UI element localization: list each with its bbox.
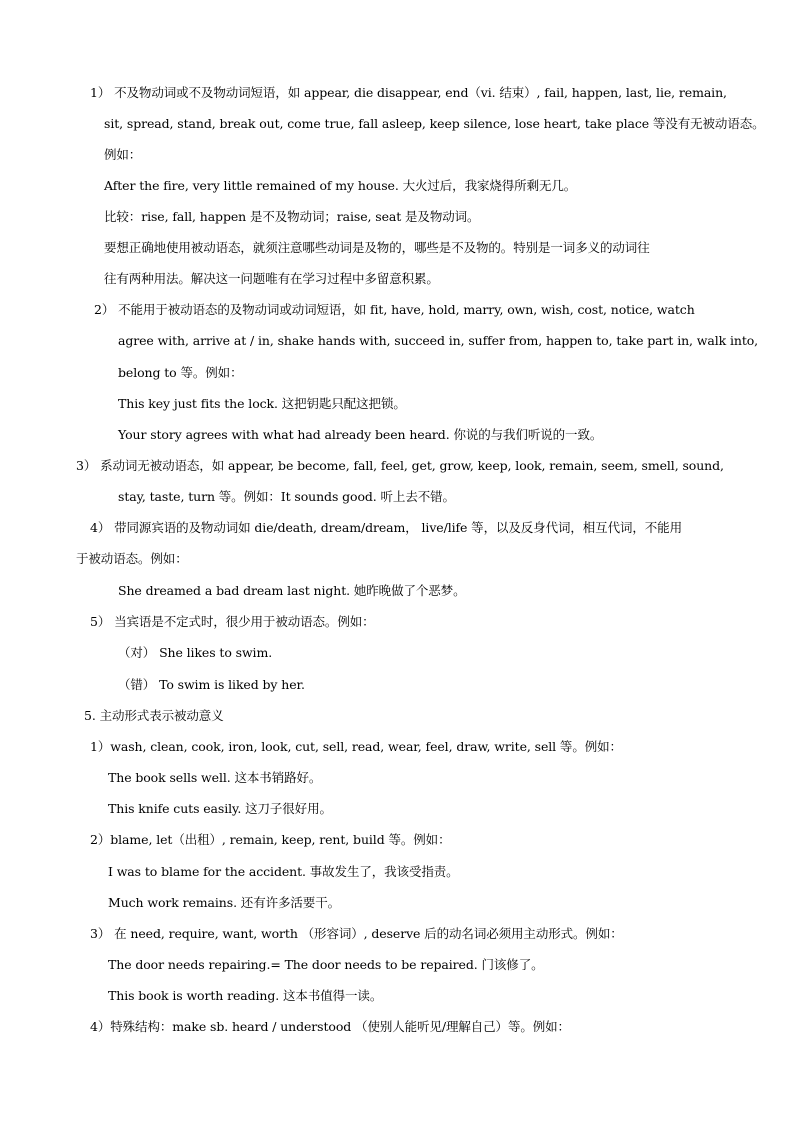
text-line: This key just fits the lock. 这把钥匙只配这把锁。 [118,396,406,411]
text-line: This book is worth reading. 这本书值得一读。 [108,988,383,1003]
text-line: 比较：rise, fall, happen 是不及物动词；raise, seat 是及物动词。 [104,209,480,224]
text-line: The book sells well. 这本书销路好。 [108,770,322,785]
text-line: The door needs repairing.= The door needs to be repaired. 门该修了。 [108,957,544,972]
text-line: （错） To swim is liked by her. [118,677,305,692]
text-line: belong to 等。例如： [118,365,243,380]
text-line: 往有两种用法。解决这一问题唯有在学习过程中多留意积累。 [104,271,439,286]
text-line: Much work remains. 还有许多活要干。 [108,895,341,910]
text-line: 1）wash, clean, cook, iron, look, cut, sell, read, wear, feel, draw, write, sell 等。例如： [90,739,622,754]
text-line: 1） 不及物动词或不及物动词短语，如 appear, die disappear, end（vi. 结束）, fail, happen, last, lie, remain, [90,85,727,100]
text-line: 3） 系动词无被动语态，如 appear, be become, fall, feel, get, grow, keep, look, remain, seem, smell, sound, [76,458,724,473]
text-line: This knife cuts easily. 这刀子很好用。 [108,801,332,816]
text-line: 4） 带同源宾语的及物动词如 die/death, dream/dream， live/life 等，以及反身代词，相互代词，不能用 [90,520,682,535]
text-line: 于被动语态。例如： [76,551,188,566]
text-line: 5） 当宾语是不定式时，很少用于被动语态。例如： [90,614,375,629]
text-line: stay, taste, turn 等。例如：It sounds good. 听上去不错。 [118,489,455,504]
text-line: 要想正确地使用被动语态，就须注意哪些动词是及物的，哪些是不及物的。特别是一词多义的动词往 [104,240,650,255]
text-line: 例如： [104,147,142,162]
text-line: 2）blame, let（出租）, remain, keep, rent, build 等。例如： [90,832,451,847]
text-line: 3） 在 need, require, want, worth （形容词）, deserve 后的动名词必须用主动形式。例如： [90,926,623,941]
text-line: Your story agrees with what had already been heard. 你说的与我们听说的一致。 [118,427,603,442]
text-line: After the fire, very little remained of my house. 大火过后，我家烧得所剩无几。 [104,178,577,193]
text-line: I was to blame for the accident. 事故发生了，我该受指责。 [108,864,459,879]
text-line: 4）特殊结构：make sb. heard / understood （使别人能听见/理解自己）等。例如： [90,1019,570,1034]
text-line: 2） 不能用于被动语态的及物动词或动词短语，如 fit, have, hold, marry, own, wish, cost, notice, watch [94,302,695,317]
text-line: She dreamed a bad dream last night. 她昨晚做了个恶梦。 [118,583,466,598]
section-heading: 5. 主动形式表示被动意义 [84,708,224,723]
text-line: agree with, arrive at / in, shake hands with, succeed in, suffer from, happen to, take part in, walk into, [118,333,759,348]
text-line: （对） She likes to swim. [118,645,273,660]
text-line: sit, spread, stand, break out, come true, fall asleep, keep silence, lose heart, take place 等没有无被动语态。 [104,116,765,131]
